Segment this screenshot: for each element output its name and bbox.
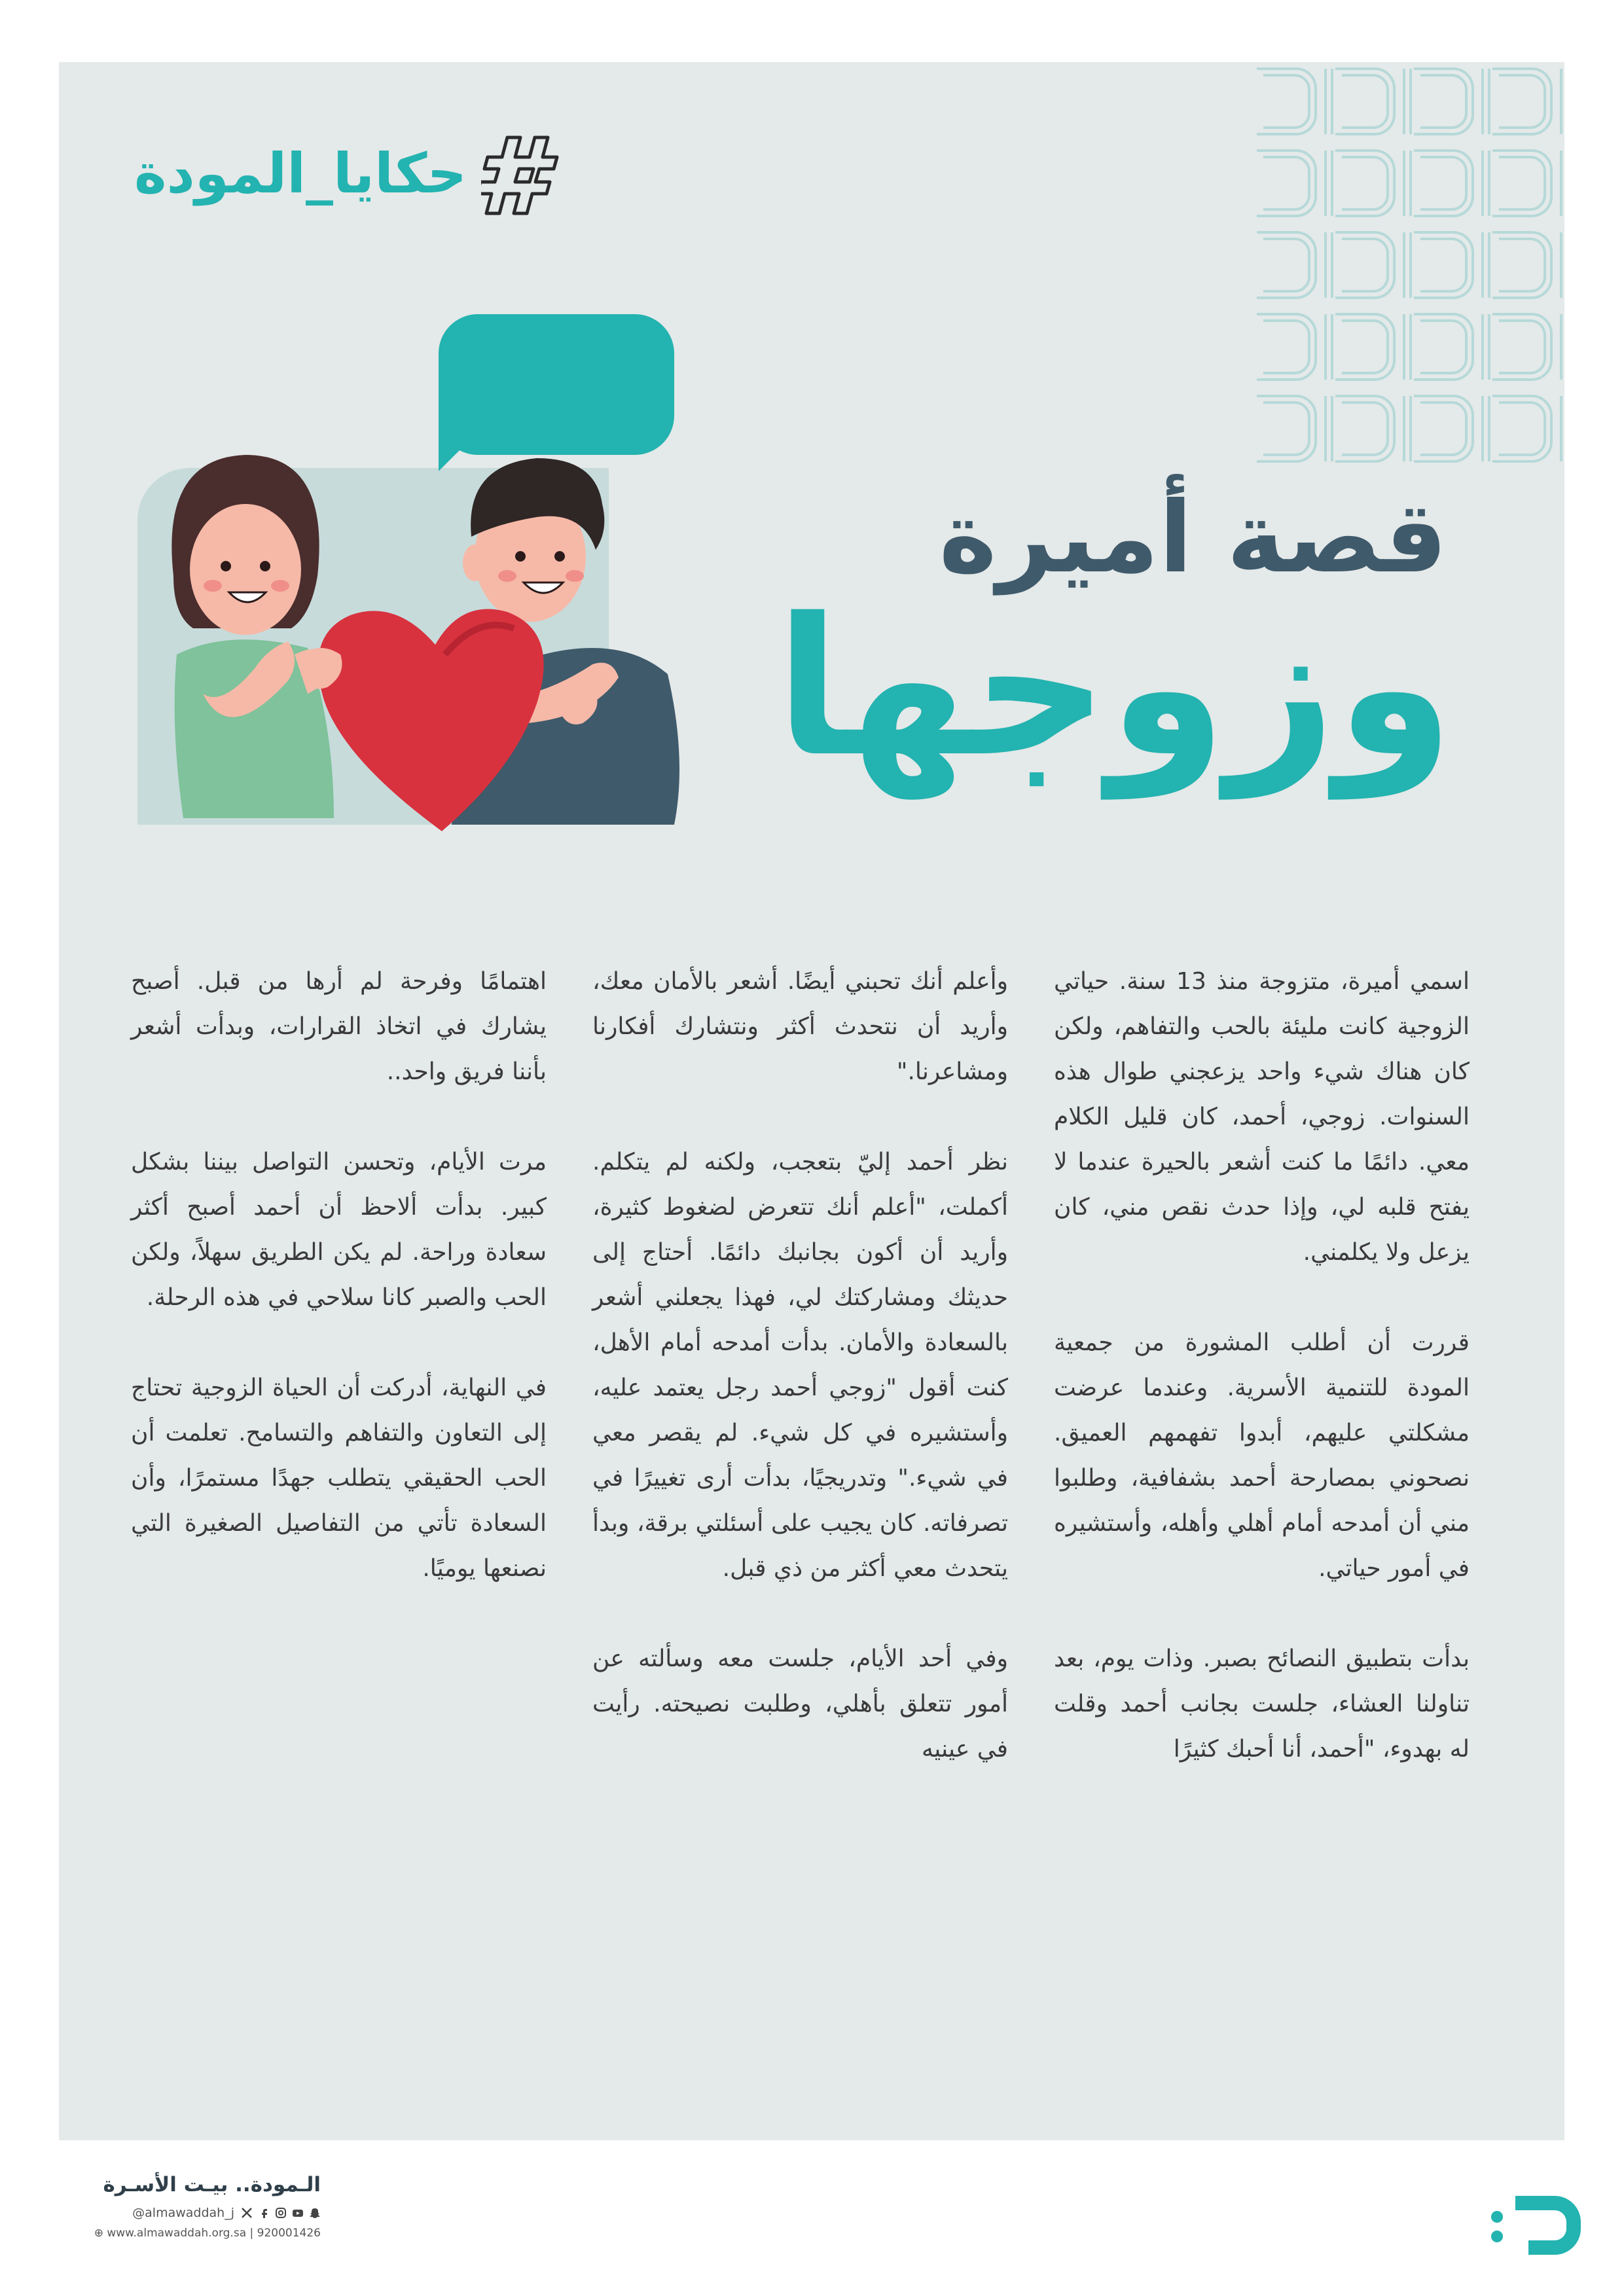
social-handle[interactable]: @almawaddah_j [132, 2206, 234, 2220]
text-column-1 [1054, 959, 1470, 1772]
decorative-pattern [1250, 62, 1564, 481]
footer-social-row [59, 2206, 321, 2220]
paragraph: اهتمامًا وفرحة لم أرها من قبل. أصبح يشارك في اتخاذ القرارات، وبدأت أشعر بأننا فريق واحد.. [131, 968, 547, 1085]
hashtag-text: حكايا_المودة [134, 141, 467, 206]
paragraph: مرت الأيام، وتحسن التواصل بيننا بشكل كبير. بدأت ألاحظ أن أحمد أصبح أكثر سعادة وراحة. لم يكن الطريق سهلاً، ولكن الحب والصبر كانا سلاحي في هذه الرحلة. [131, 1149, 547, 1311]
footer-brand [59, 2173, 321, 2240]
snapchat-icon[interactable] [309, 2207, 321, 2219]
hashtag-icon [481, 131, 566, 216]
paragraph: في النهاية، أدركت أن الحياة الزوجية تحتاج إلى التعاون والتفاهم والتسامح. تعلمت أن الحب الحقيقي يتطلب جهدًا مستمرًا، وأن السعادة تأتي من التفاصيل الصغيرة التي نصنعها يوميًا. [131, 1374, 547, 1582]
x-icon[interactable] [241, 2207, 253, 2219]
website-phone[interactable] [59, 2227, 321, 2240]
paragraph: وفي أحد الأيام، جلست معه وسألته عن أمور تتعلق بأهلي، وطلبت نصيحته. رأيت في عينيه [592, 1645, 1008, 1763]
text-column-3 [131, 959, 547, 1591]
youtube-icon[interactable] [292, 2207, 304, 2219]
facebook-icon[interactable] [258, 2207, 270, 2219]
title-line-2: وزوجها [775, 578, 1454, 798]
instagram-icon[interactable] [275, 2207, 287, 2219]
paragraph: قررت أن أطلب المشورة من جمعية المودة للتنمية الأسرية. وعندما عرضت مشكلتي عليهم، أبدوا تفهمهم العميق. نصحوني بمصارحة أحمد بشفافية، وطلبوا مني أن أمدحه أمام أهلي وأهله، وأستشيره في أمور حياتي. [1054, 1329, 1470, 1582]
title-line-1: قصة أميرة [939, 481, 1447, 595]
footer-slogan: الـمودة.. بيـت الأسـرة [103, 2173, 321, 2197]
mawaddah-logo [1489, 2176, 1591, 2265]
globe-icon: ⊕ [94, 2227, 103, 2240]
paragraph: بدأت بتطبيق النصائح بصبر. وذات يوم، بعد تناولنا العشاء، جلست بجانب أحمد وقلت له بهدوء، "أحمد، أنا أحبك كثيرًا [1054, 1645, 1470, 1763]
social-icons [241, 2207, 321, 2219]
paragraph: اسمي أميرة، متزوجة منذ 13 سنة. حياتي الزوجية كانت مليئة بالحب والتفاهم، ولكن كان هناك شيء واحد يزعجني طوال هذه السنوات. زوجي، أحمد، كان قليل الكلام معي. دائمًا ما كنت أشعر بالحيرة عندما لا يفتح قلبه لي، وإذا حدث نقص مني، كان يزعل ولا يكلمني. [1054, 968, 1470, 1266]
website-phone-text: www.almawaddah.org.sa | 920001426 [107, 2227, 321, 2240]
text-column-2 [592, 959, 1008, 1772]
paragraph: نظر أحمد إليّ بتعجب، ولكنه لم يتكلم. أكملت، "أعلم أنك تتعرض لضغوط كثيرة، وأريد أن أكون بجانبك دائمًا. أحتاج إلى حديثك ومشاركتك لي، فهذا يجعلني أشعر بالسعادة والأمان. بدأت أمدحه أمام الأهل، كنت أقول "زوجي أحمد رجل يعتمد عليه، وأستشيره في كل شيء. لم يقصر معي في شيء." وتدريجيًا، بدأت أرى تغييرًا في تصرفاته. كان يجيب على أسئلتي برقة، وبدأ يتحدث معي أكثر من ذي قبل. [592, 1149, 1008, 1582]
paragraph: وأعلم أنك تحبني أيضًا. أشعر بالأمان معك، وأريد أن نتحدث أكثر ونتشارك أفكارنا ومشاعرنا." [592, 968, 1008, 1085]
couple-heart-illustration [137, 314, 779, 923]
hashtag-header [134, 128, 566, 219]
